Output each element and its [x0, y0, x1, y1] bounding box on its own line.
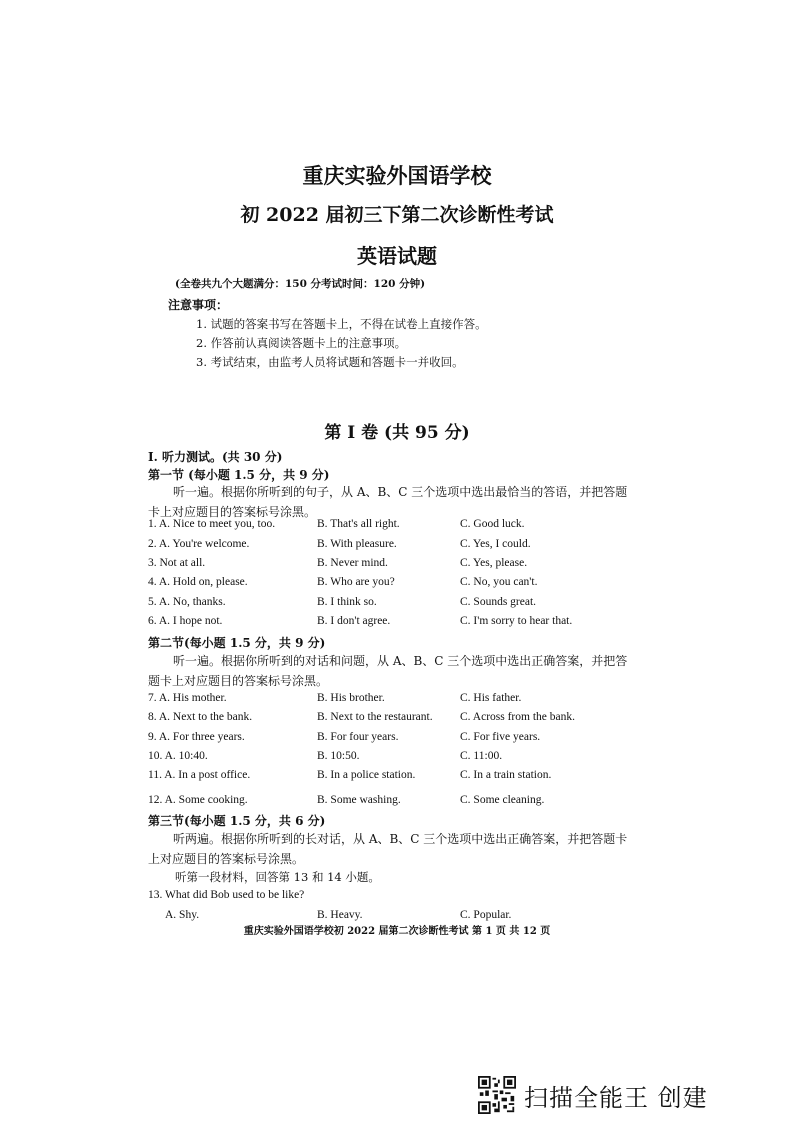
- question-option-b: B. I think so.: [317, 596, 377, 608]
- question-option-c: C. In a train station.: [460, 769, 552, 781]
- exam-title: 初 2022 届初三下第二次诊断性考试: [240, 204, 554, 226]
- question-option-c: C. Good luck.: [460, 518, 525, 530]
- section-instruction: 听一遍。根据你所听到的对话和问题，从 A、B、C 三个选项中选出正确答案，并把答题卡上对应题目的答案标号涂黑。: [148, 654, 628, 688]
- scanner-watermark: [478, 1076, 708, 1114]
- question-option-c: C. Sounds great.: [460, 596, 537, 608]
- brand-text: 扫描全能王 创建: [524, 1083, 708, 1112]
- section-title: 第一节 (每小题 1.5 分，共 9 分): [148, 468, 330, 482]
- section-instruction: 听一遍。根据你所听到的句子，从 A、B、C 三个选项中选出最恰当的答语，并把答题卡上对应题目的答案标号涂黑。: [148, 485, 628, 519]
- question-option-b: B. Some washing.: [317, 794, 401, 806]
- question-option-a: A. Shy.: [165, 909, 200, 921]
- section-title: 第二节(每小题 1.5 分，共 9 分): [148, 636, 326, 650]
- question-option-b: B. That's all right.: [317, 518, 400, 530]
- question-option-c: C. Yes, I could.: [460, 538, 531, 550]
- question-option-a: 3. Not at all.: [148, 557, 206, 569]
- question-option-b: B. I don't agree.: [317, 615, 391, 627]
- notice-item: 1. 试题的答案书写在答题卡上，不得在试卷上直接作答。: [196, 317, 487, 331]
- question-option-c: C. For five years.: [460, 731, 541, 743]
- question-option-c: C. I'm sorry to hear that.: [460, 615, 573, 627]
- question-option-b: B. For four years.: [317, 731, 399, 743]
- question-option-a: 12. A. Some cooking.: [148, 794, 248, 806]
- question-option-c: C. His father.: [460, 692, 522, 704]
- notice-title: 注意事项：: [168, 298, 229, 312]
- question-option-a: 11. A. In a post office.: [148, 769, 251, 781]
- question-option-a: 7. A. His mother.: [148, 692, 227, 704]
- notice-item: 2. 作答前认真阅读答题卡上的注意事项。: [196, 336, 407, 350]
- notice-item: 3. 考试结束，由监考人员将试题和答题卡一并收回。: [196, 355, 464, 369]
- question-option-a: 5. A. No, thanks.: [148, 596, 226, 608]
- question-option-b: B. His brother.: [317, 692, 385, 704]
- question-option-b: B. With pleasure.: [317, 538, 397, 550]
- question-option-a: 2. A. You're welcome.: [148, 538, 250, 550]
- question-option-b: B. Next to the restaurant.: [317, 711, 433, 723]
- question-stem: 13. What did Bob used to be like?: [148, 889, 305, 901]
- question-option-c: C. Yes, please.: [460, 557, 528, 569]
- question-option-a: 9. A. For three years.: [148, 731, 245, 743]
- section-instruction: 听两遍。根据你所听到的长对话，从 A、B、C 三个选项中选出正确答案，并把答题卡上对应题目的答案标号涂黑。: [148, 832, 628, 866]
- question-option-c: C. Some cleaning.: [460, 794, 545, 806]
- volume-title: 第 I 卷 (共 95 分): [324, 423, 470, 443]
- listening-material-note: 听第一段材料，回答第 13 和 14 小题。: [175, 870, 380, 884]
- question-option-b: B. Never mind.: [317, 557, 388, 569]
- question-option-a: 6. A. I hope not.: [148, 615, 223, 627]
- question-option-a: 4. A. Hold on, please.: [148, 576, 248, 588]
- question-option-c: C. No, you can't.: [460, 576, 538, 588]
- question-option-b: B. 10:50.: [317, 750, 360, 762]
- exam-info: (全卷共九个大题满分：150 分考试时间：120 分钟): [175, 278, 426, 290]
- section-title: 第三节(每小题 1.5 分，共 6 分): [148, 814, 326, 828]
- question-option-a: 8. A. Next to the bank.: [148, 711, 253, 723]
- question-option-a: 1. A. Nice to meet you, too.: [148, 518, 276, 530]
- question-option-c: C. Across from the bank.: [460, 711, 575, 723]
- page-footer: 重庆实验外国语学校初 2022 届第二次诊断性考试 第 1 页 共 12 页: [243, 926, 551, 937]
- question-option-a: 10. A. 10:40.: [148, 750, 208, 762]
- question-option-b: B. In a police station.: [317, 769, 416, 781]
- question-option-b: B. Who are you?: [317, 576, 395, 588]
- subject-title: 英语试题: [357, 244, 437, 268]
- school-name: 重庆实验外国语学校: [302, 163, 492, 188]
- question-option-b: B. Heavy.: [317, 909, 363, 921]
- question-option-c: C. Popular.: [460, 909, 512, 921]
- part-title: I. 听力测试。(共 30 分): [148, 450, 283, 464]
- question-option-c: C. 11:00.: [460, 750, 503, 762]
- qr-code-icon: [478, 1076, 516, 1114]
